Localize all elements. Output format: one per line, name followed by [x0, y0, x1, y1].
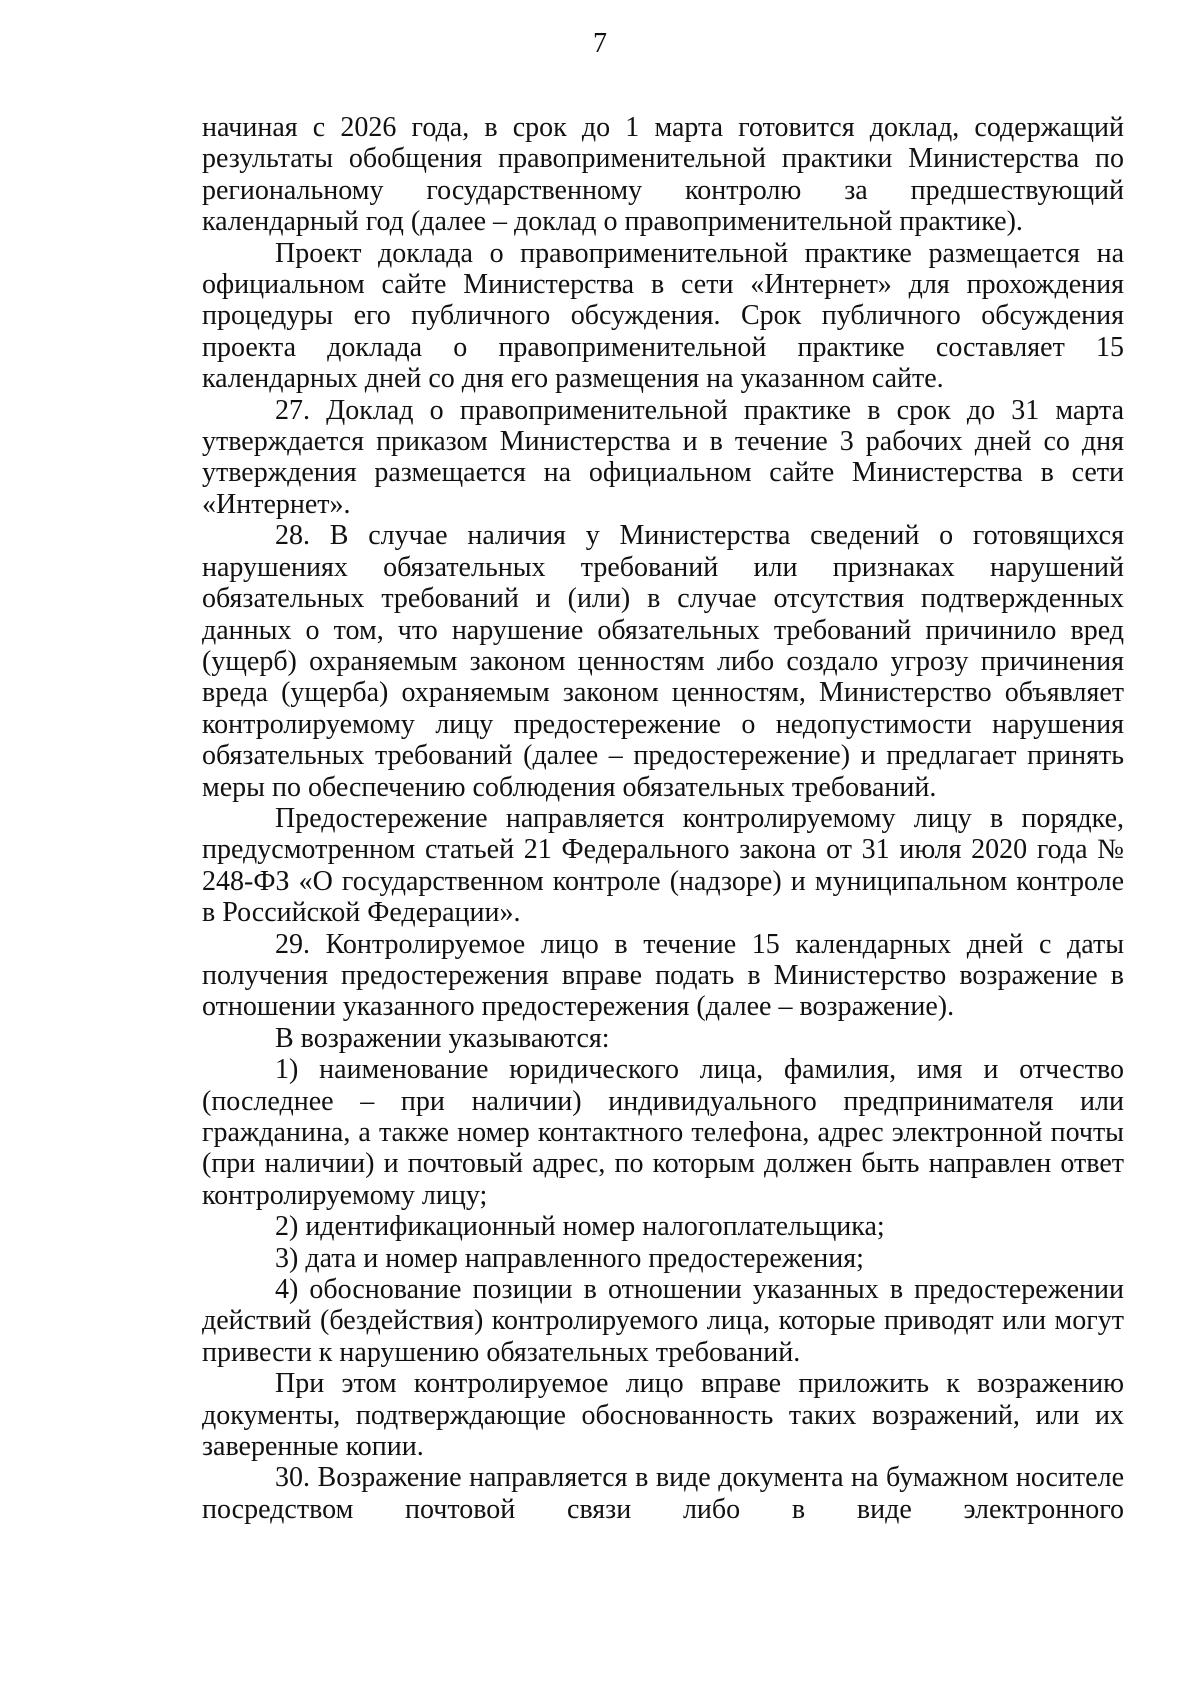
list-item-3: 3) дата и номер направленного предостережения; [275, 1242, 864, 1274]
paragraph-clause-30: 30. Возражение направляется в виде документа на бумажном носителе посредством почтовой связи либо в виде электронного [202, 1462, 1124, 1525]
page-number: 7 [593, 28, 607, 59]
list-item-4: 4) обоснование позиции в отношении указанных в предостережении действий (бездействия) контролируемого лица, которые приводят или могут привести к нарушению обязательных требований. [202, 1274, 1124, 1368]
paragraph-report-draft: Проект доклада о правоприменительной практике размещается на официальном сайте Министерства в сети «Интернет» для прохождения процедуры его публичного обсуждения. Срок публичного обсуждения проекта доклада о правоприменительной практике составляет 15 календарных дней со дня его размещения на указанном сайте. [202, 237, 1124, 395]
paragraph-clause-29: 29. Контролируемое лицо в течение 15 календарных дней с даты получения предостережения вправе подать в Министерство возражение в отношении указанного предостережения (далее – возражение). [202, 928, 1124, 1023]
document-body [202, 112, 1124, 1525]
paragraph-clause-27: 27. Доклад о правоприменительной практике в срок до 31 марта утверждается приказом Министерства и в течение 3 рабочих дней со дня утверждения размещается на официальном сайте Министерства в сети «Интернет». [202, 394, 1124, 520]
paragraph-attachments: При этом контролируемое лицо вправе приложить к возражению документы, подтверждающие обоснованность таких возражений, или их заверенные копии. [202, 1368, 1124, 1463]
paragraph-warning-procedure: Предостережение направляется контролируемому лицу в порядке, предусмотренном статьей 21 Федерального закона от 31 июля 2020 года № 248-ФЗ «О государственном контроле (надзоре) и муниципальном контроле в Российской Федерации». [202, 802, 1124, 929]
paragraph-report-deadline: начиная с 2026 года, в срок до 1 марта готовится доклад, содержащий результаты обобщения правоприменительной практики Министерства по региональному государственному контролю за предшествующий календарный год (далее – доклад о правоприменительной практике). [202, 112, 1124, 238]
list-item-2: 2) идентификационный номер налогоплательщика; [275, 1211, 885, 1243]
paragraph-objection-contents: В возражении указываются: [275, 1022, 610, 1054]
paragraph-clause-28: 28. В случае наличия у Министерства сведений о готовящихся нарушениях обязательных требований или признаках нарушений обязательных требований и (или) в случае отсутствия подтвержденных данных о том, что нарушение обязательных требований причинило вред (ущерб) охраняемым законом ценностям либо создало угрозу причинения вреда (ущерба) охраняемым законом ценностям, Министерство объявляет контролируемому лицу предостережение о недопустимости нарушения обязательных требований (далее – предостережение) и предлагает принять меры по обеспечению соблюдения обязательных требований. [202, 520, 1124, 803]
list-item-1: 1) наименование юридического лица, фамилия, имя и отчество (последнее – при наличии) индивидуального предпринимателя или гражданина, а также номер контактного телефона, адрес электронной почты (при наличии) и почтовый адрес, по которым должен быть направлен ответ контролируемому лицу; [202, 1054, 1124, 1211]
